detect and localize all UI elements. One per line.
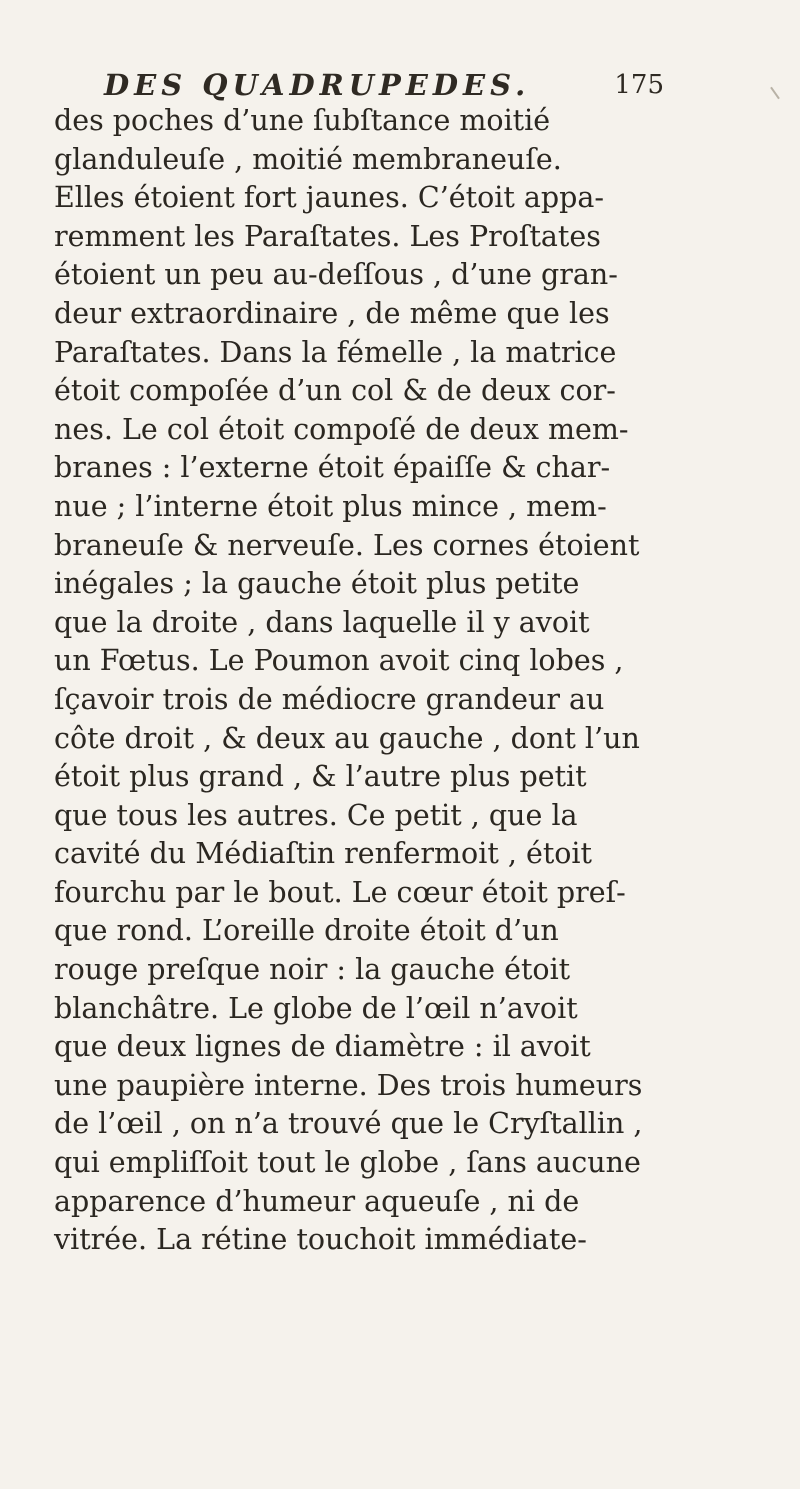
text-line: deur extraordinaire , de même que les xyxy=(54,296,610,330)
text-line: glanduleuſe , moitié membraneuſe. xyxy=(54,142,562,176)
text-line: un Fœtus. Le Poumon avoit cinq lobes , xyxy=(54,644,624,678)
text-line: fourchu par le bout. Le cœur étoit preſ- xyxy=(54,875,626,909)
text-line: nes. Le col étoit compoſé de deux mem- xyxy=(54,412,629,446)
text-line: que tous les autres. Ce petit , que la xyxy=(54,798,578,832)
running-title: DES QUADRUPEDES. xyxy=(104,68,531,102)
text-line: Elles étoient fort jaunes. C’étoit appa- xyxy=(54,181,604,215)
text-line: que rond. L’oreille droite étoit d’un xyxy=(54,914,559,948)
text-line: apparence d’humeur aqueuſe , ni de xyxy=(54,1184,580,1218)
text-line: remment les Paraſtates. Les Proſtates xyxy=(54,219,601,253)
text-line: cavité du Médiaſtin renfermoit , étoit xyxy=(54,837,592,871)
text-line: côte droit , & deux au gauche , dont l’un xyxy=(54,721,640,755)
text-line: une paupière interne. Des trois humeurs xyxy=(54,1068,643,1102)
text-line: que deux lignes de diamètre : il avoit xyxy=(54,1030,591,1064)
text-line: des poches d’une ſubſtance moitié xyxy=(54,104,551,137)
text-line: étoit plus grand , & l’autre plus petit xyxy=(54,760,587,794)
text-line: Paraſtates. Dans la fémelle , la matrice xyxy=(54,335,617,369)
text-line: que la droite , dans laquelle il y avoit xyxy=(54,605,590,639)
text-line: de l’œil , on n’a trouvé que le Cryſtallin , xyxy=(54,1107,643,1141)
text-line: étoient un peu au-deſſous , d’une gran- xyxy=(54,258,618,292)
text-line: braneuſe & nerveuſe. Les cornes étoient xyxy=(54,528,640,562)
text-line: qui empliſſoit tout le globe , ſans aucune xyxy=(54,1146,641,1180)
text-line: vitrée. La rétine touchoit immédiate- xyxy=(54,1223,587,1257)
text-line: rouge preſque noir : la gauche étoit xyxy=(54,953,571,987)
text-line: inégales ; la gauche étoit plus petite xyxy=(54,567,580,601)
text-line: blanchâtre. Le globe de l’œil n’avoit xyxy=(54,991,578,1025)
page-number: 175 xyxy=(614,70,664,100)
text-line: branes : l’externe étoit épaiſſe & char- xyxy=(54,451,611,485)
text-line: étoit compoſée d’un col & de deux cor- xyxy=(54,374,616,408)
text-line: ſçavoir trois de médiocre grandeur au xyxy=(54,682,605,716)
text-line: nue ; l’interne étoit plus mince , mem- xyxy=(54,489,607,523)
body-text xyxy=(54,102,680,1260)
page-smudge xyxy=(770,87,780,100)
